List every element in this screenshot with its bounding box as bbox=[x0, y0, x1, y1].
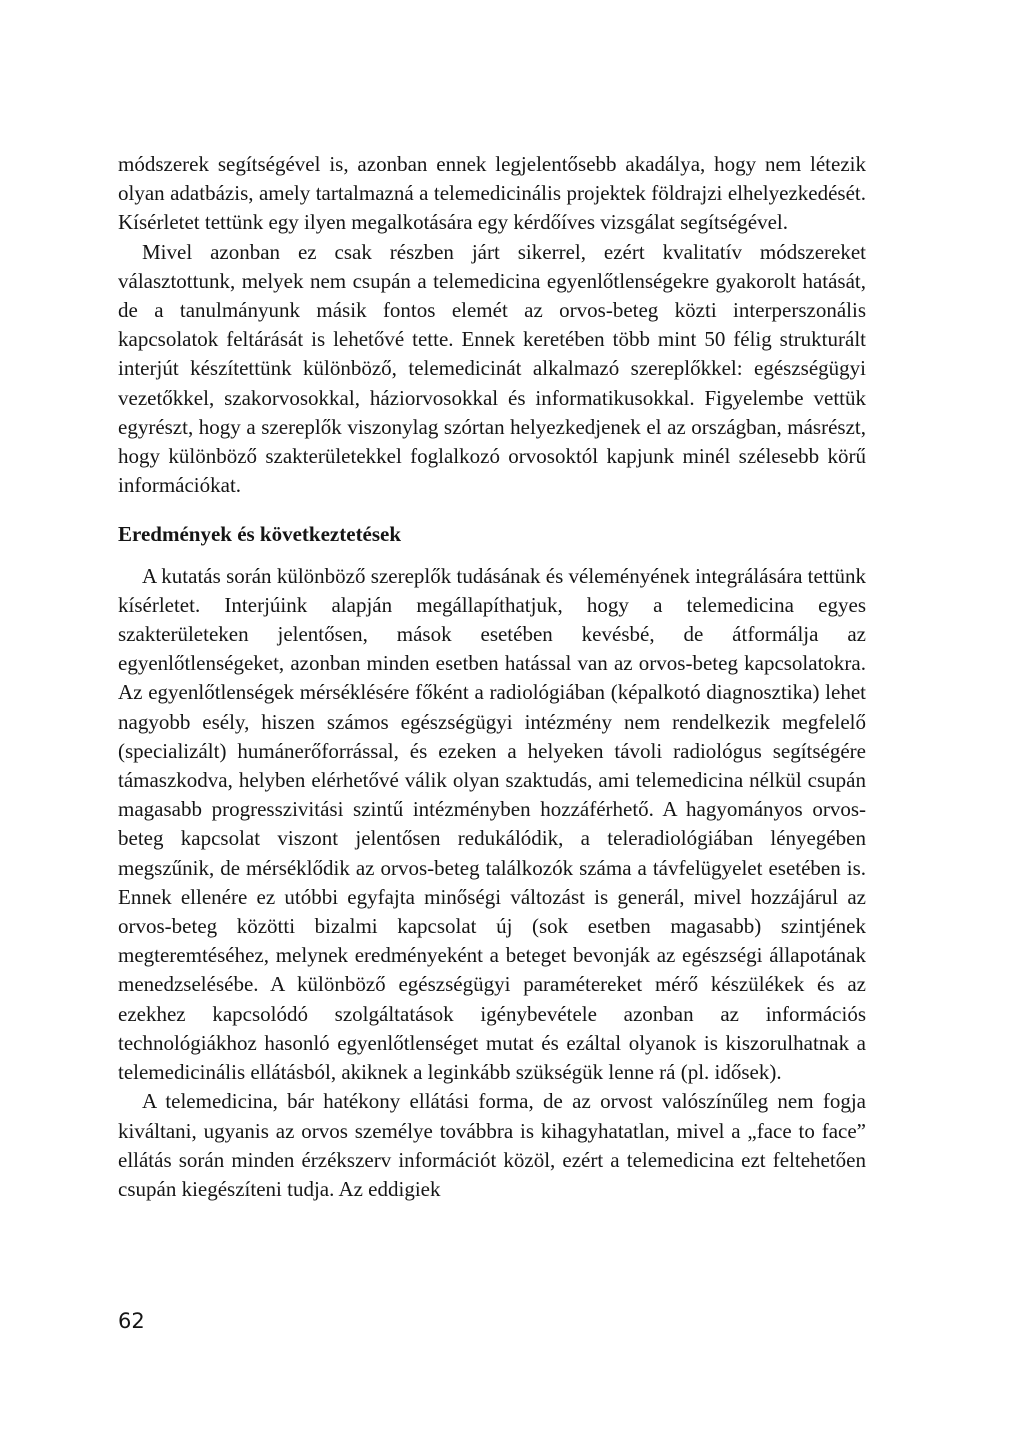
paragraph-conclusion: A telemedicina, bár hatékony ellátási forma, de az orvost valószínűleg nem fogja kiváltani, ugyanis az orvos személye továbbra is kihagyhatatlan, mivel a „face to face” ellátás során minden érzékszerv információt közöl, ezért a telemedicina ezt feltehetően csupán kiegészíteni tudja. Az eddigiek bbox=[118, 1089, 866, 1201]
section-heading-results: Eredmények és következtetések bbox=[118, 522, 402, 547]
paragraph-methods: Mivel azonban ez csak részben járt sikerrel, ezért kvalitatív módszereket választottunk, melyek nem csupán a telemedicina egyenlőtlenségekre gyakorolt hatását, de a tanulmányunk másik fontos elemét az orvos-beteg közti interperszonális kapcsolatok feltárását is lehetővé tette. Ennek keretében több mint 50 félig strukturált interjút készítettünk különböző, telemedicinát alkalmazó szereplőkkel: egészségügyi vezetőkkel, szakorvosokkal, háziorvosokkal és informatikusokkal. Figyelembe vettük egyrészt, hogy a szereplők viszonylag szórtan helyezkedjenek el az országban, másrészt, hogy különböző szakterületekkel foglalkozó orvosoktól kapjunk minél szélesebb körű információkat. bbox=[118, 239, 866, 498]
paragraph-intro-continuation: módszerek segítségével is, azonban ennek legjelentősebb akadálya, hogy nem létezik olyan adatbázis, amely tartalmazná a telemedicinális projektek földrajzi elhelyezkedését. Kísérletet tettünk egy ilyen megalkotására egy kérdőíves vizsgálat segítségével. bbox=[118, 152, 866, 235]
page-number: 62 bbox=[118, 1309, 145, 1333]
document-page bbox=[118, 150, 866, 1204]
paragraph-results: A kutatás során különböző szereplők tudásának és véleményének integrálására tettünk kísérletet. Interjúink alapján megállapíthatjuk, hogy a telemedicina egyes szakterületeken jelentősen, mások esetében kevésbé, de átformálja az egyenlőtlenségeket, azonban minden esetben hatással van az orvos-beteg kapcsolatokra. Az egyenlőtlenségek mérséklésére főként a radiológiában (képalkotó diagnosztika) lehet nagyobb esély, hiszen számos egészségügyi intézmény nem rendelkezik megfelelő (specializált) humánerőforrással, és ezeken a helyeken távoli radiológus segítségére támaszkodva, helyben elérhetővé válik olyan szaktudás, ami telemedicina nélkül csupán magasabb progresszivitási szintű intézményben hozzáférhető. A hagyományos orvos-beteg kapcsolat viszont jelentősen redukálódik, a teleradiológiában lényegében megszűnik, de mérséklődik az orvos-beteg találkozók száma a távfelügyelet esetében is. Ennek ellenére ez utóbbi egyfajta minőségi változást is generál, mivel hozzájárul az orvos-beteg közötti bizalmi kapcsolat új (sok esetben magasabb) szintjének megteremtéséhez, melynek eredményeként a beteget bevonják az egészségi állapotának menedzselésébe. A különböző egészségügyi paramétereket mérő készülékek és az ezekhez kapcsolódó szolgáltatások igénybevétele azonban az információs technológiákhoz hasonló egyenlőtlenséget mutat és ezáltal olyanok is kiszorulhatnak a telemedicinális ellátásból, akiknek a leginkább szükségük lenne rá (pl. idősek). bbox=[118, 563, 866, 1085]
